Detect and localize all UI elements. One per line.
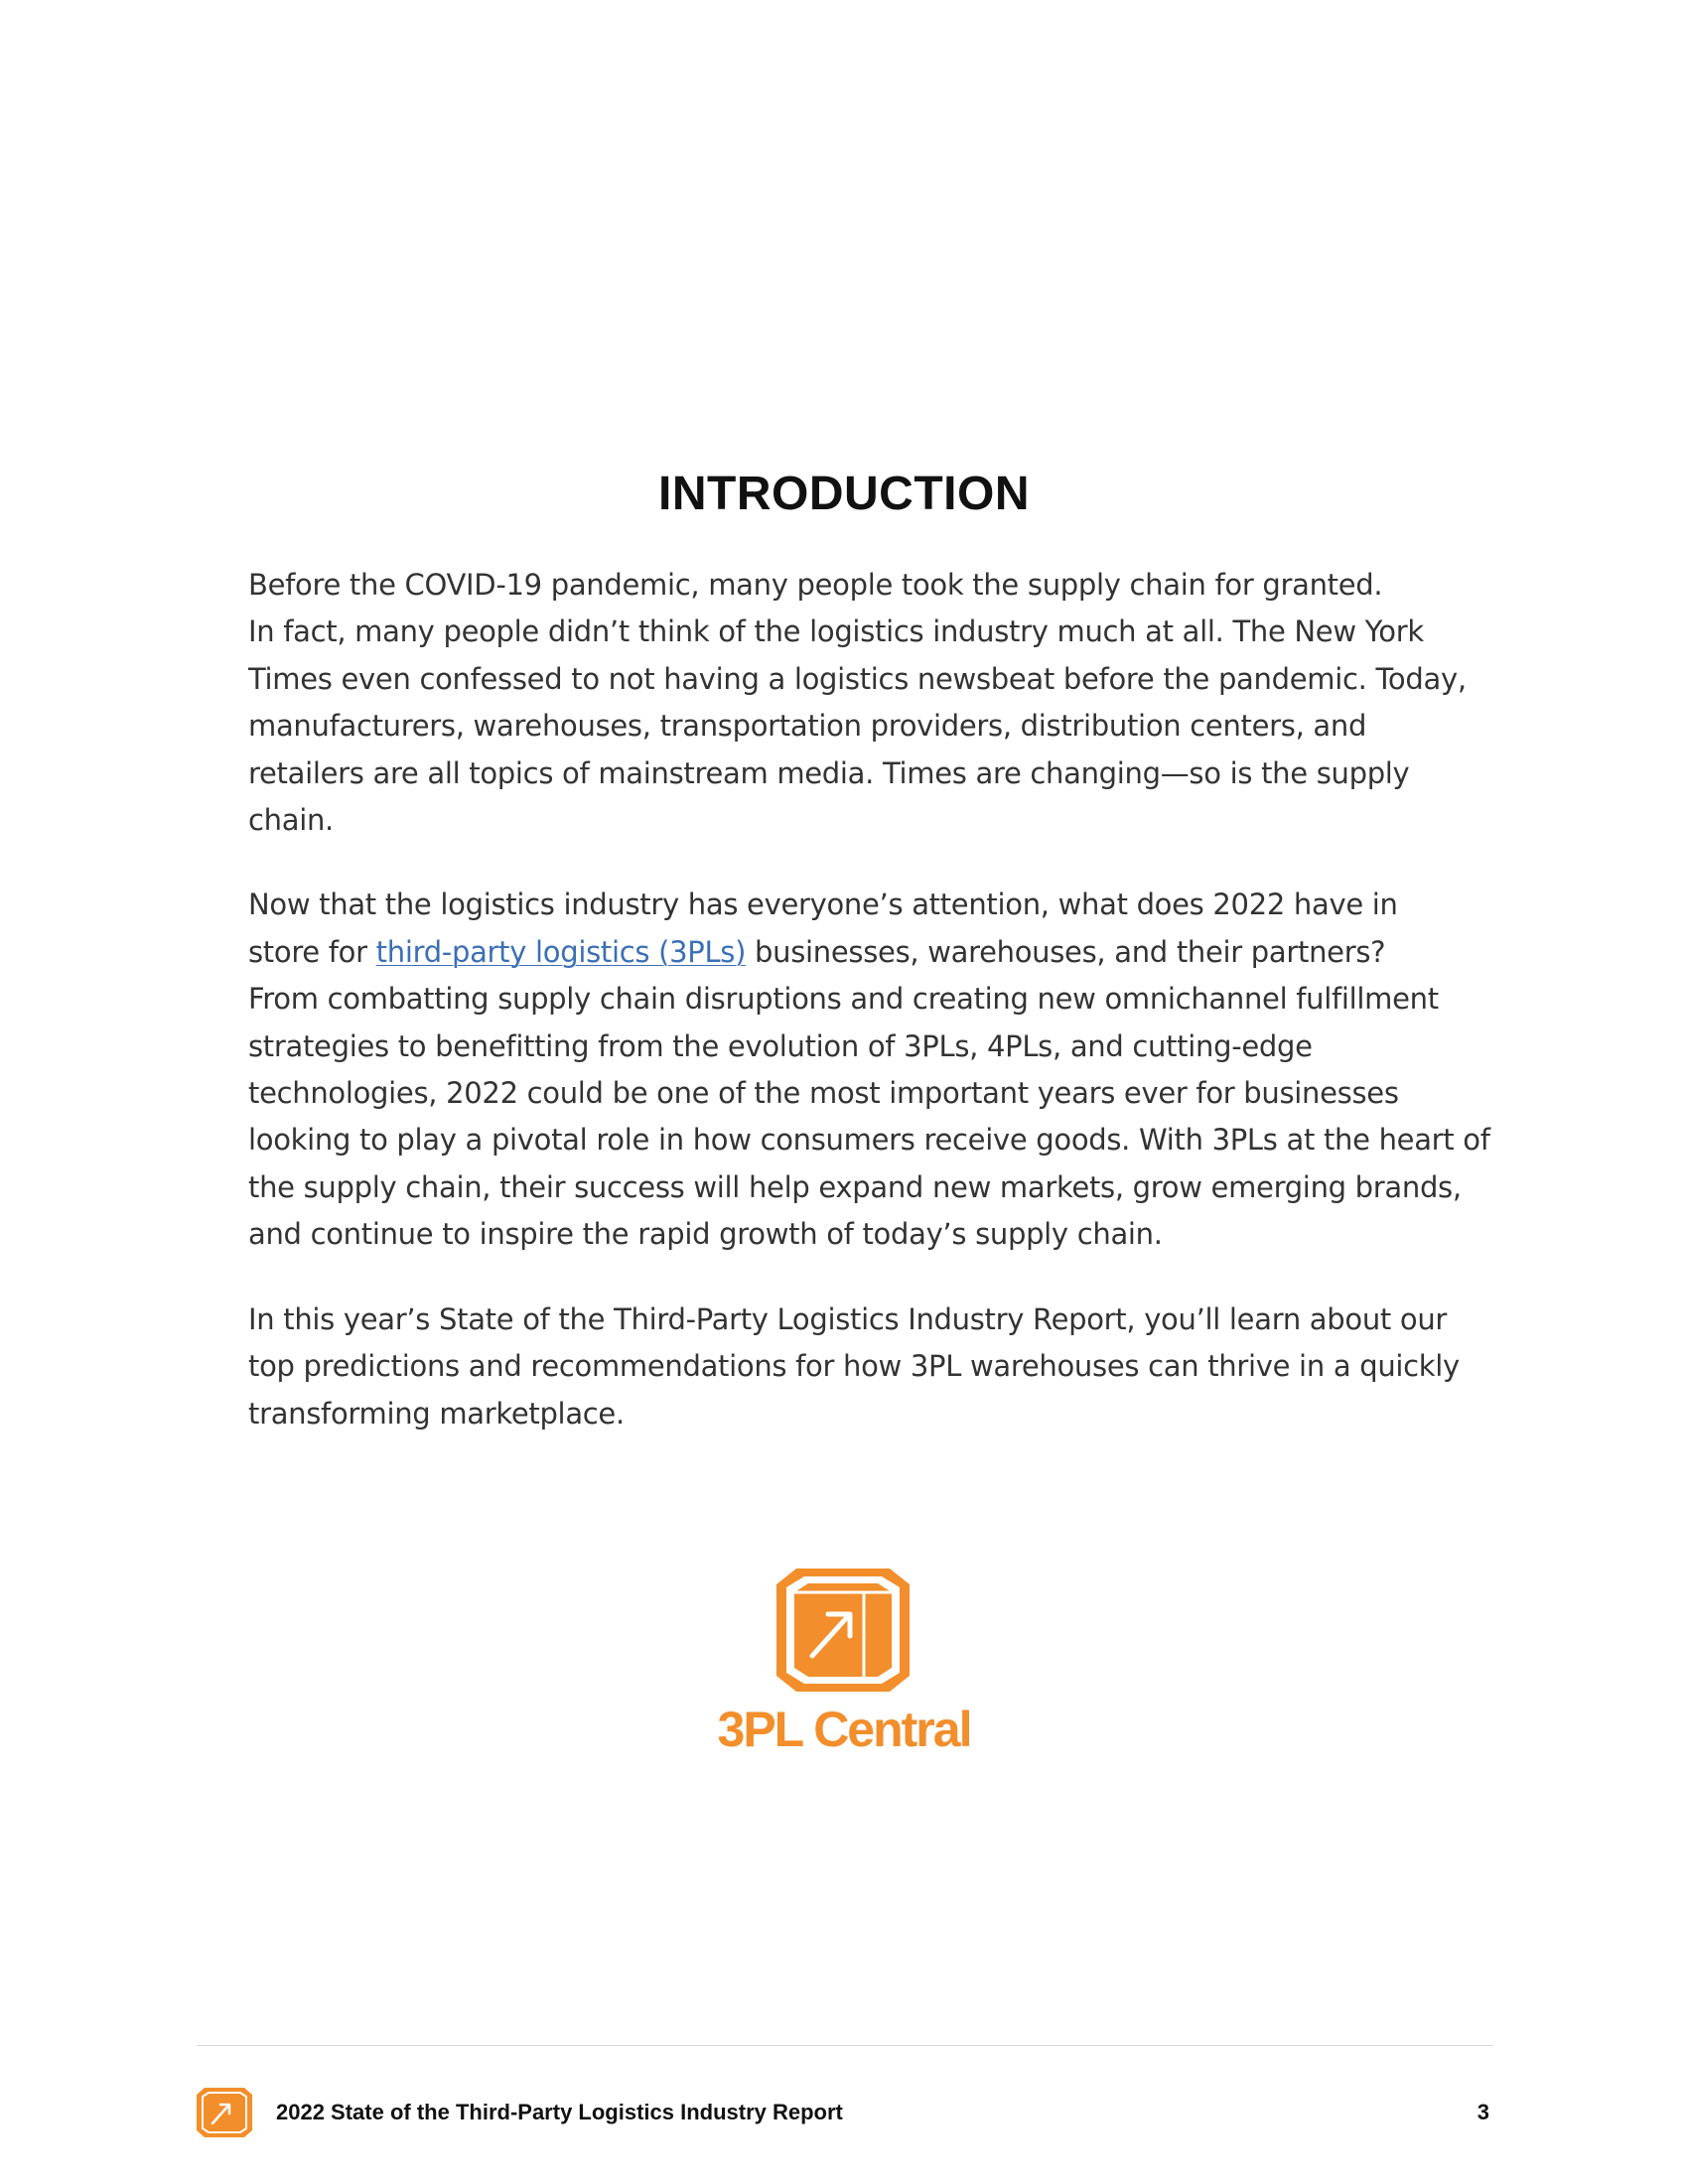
page-title: INTRODUCTION [658, 468, 1030, 520]
paragraph-2 [248, 882, 1490, 1258]
paragraph-line: manufacturers, warehouses, transportation providers, distribution centers, and [248, 709, 1367, 744]
paragraph-line: From combatting supply chain disruptions and creating new omnichannel fulfillment [248, 982, 1439, 1017]
paragraph-line: technologies, 2022 could be one of the most important years ever for businesses [248, 1076, 1399, 1111]
footer-report-title: 2022 State of the Third-Party Logistics Industry Report [276, 2100, 843, 2124]
paragraph-line: In this year’s State of the Third-Party Logistics Industry Report, you’ll learn about our [248, 1301, 1448, 1336]
paragraph-line: looking to play a pivotal role in how consumers receive goods. With 3PLs at the heart of [248, 1123, 1490, 1158]
paragraph-line: Now that the logistics industry has everyone’s attention, what does 2022 have in [248, 887, 1398, 922]
paragraph-line: transforming marketplace. [248, 1396, 625, 1431]
body-text [248, 562, 1490, 1475]
page-number: 3 [1477, 2100, 1489, 2124]
logo-wordmark: 3PL Central [717, 1702, 971, 1757]
paragraph-line: In fact, many people didn’t think of the logistics industry much at all. The New York [248, 614, 1424, 649]
paragraph-line: chain. [248, 803, 334, 838]
text-segment: store for [248, 934, 376, 969]
paragraph-3 [248, 1297, 1460, 1437]
company-logo [695, 1569, 993, 1767]
third-party-logistics-link[interactable]: third-party logistics (3PLs) [375, 934, 747, 969]
text-segment: businesses, warehouses, and their partners? [746, 934, 1386, 969]
paragraph-line: the supply chain, their success will help expand new markets, grow emerging brands, [248, 1169, 1462, 1204]
footer-divider [197, 2045, 1493, 2046]
paragraph-1 [248, 562, 1467, 844]
paragraph-line: Times even confessed to not having a logistics newsbeat before the pandemic. Today, [248, 661, 1467, 696]
paragraph-line [248, 929, 1450, 976]
paragraph-line: and continue to inspire the rapid growth of today’s supply chain. [248, 1217, 1163, 1252]
footer-logo-icon [197, 2088, 252, 2137]
paragraph-line: strategies to benefitting from the evolution of 3PLs, 4PLs, and cutting-edge [248, 1028, 1313, 1063]
paragraph-line: top predictions and recommendations for how 3PL warehouses can thrive in a quickly [248, 1349, 1460, 1384]
paragraph-line: retailers are all topics of mainstream media. Times are changing—so is the supply [248, 755, 1410, 790]
box-arrow-icon [776, 1569, 910, 1692]
paragraph-line: Before the COVID-19 pandemic, many people took the supply chain for granted. [248, 568, 1383, 602]
